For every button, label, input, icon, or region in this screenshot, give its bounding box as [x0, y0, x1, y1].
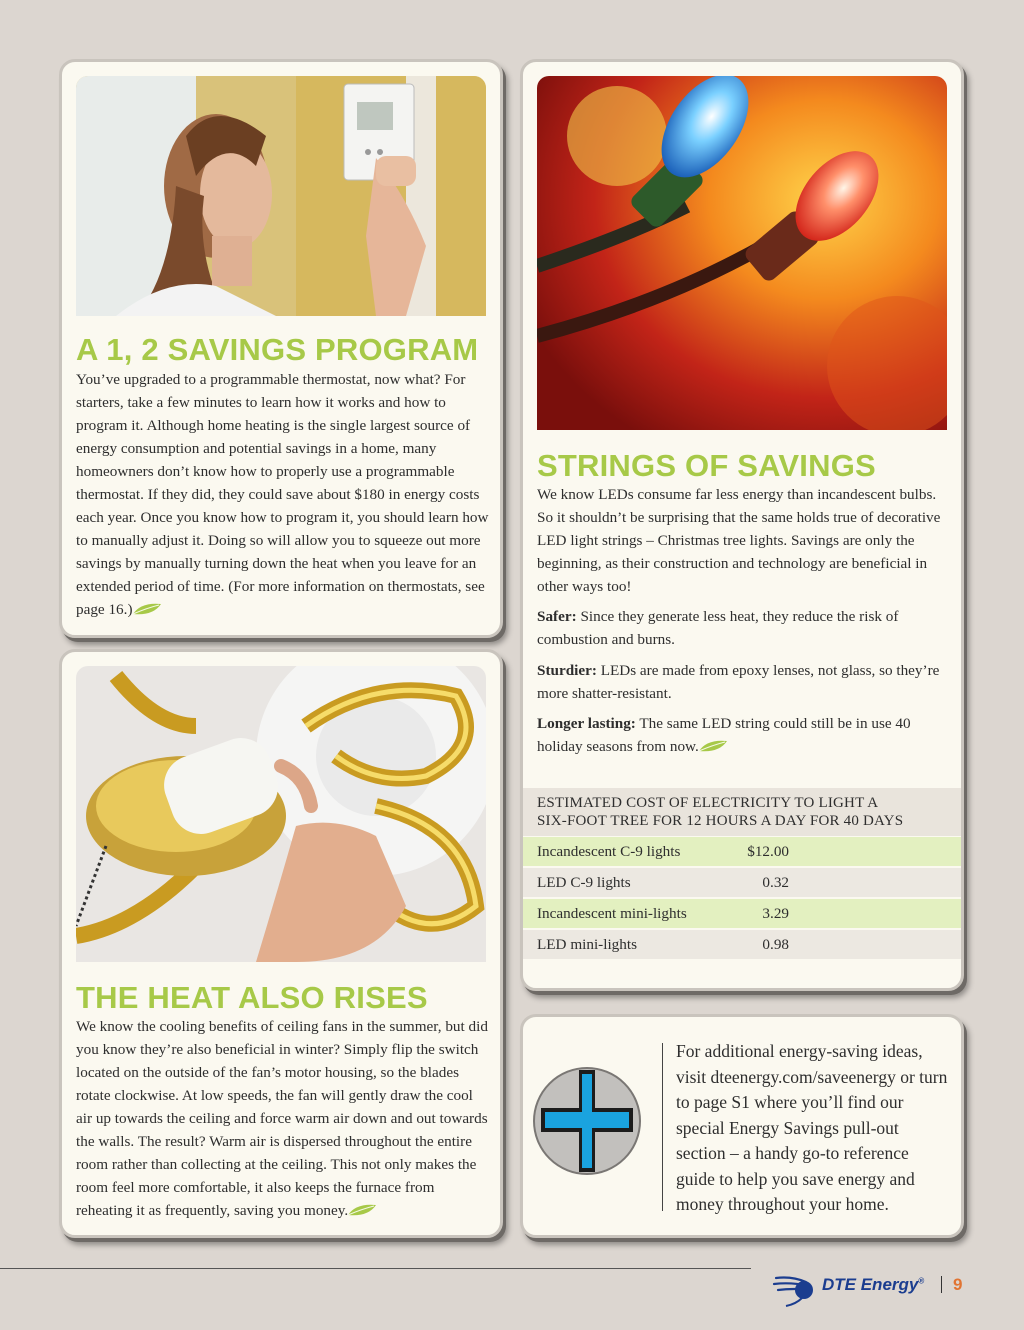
fan-body	[76, 1015, 492, 1222]
ceiling-fan-card	[59, 649, 503, 1238]
row-item: LED C-9 lights	[537, 874, 631, 891]
info-divider	[662, 1043, 663, 1211]
dte-logo-icon	[772, 1272, 818, 1308]
row-cost: $12.00	[747, 843, 789, 860]
led-point-longer-lasting	[537, 712, 951, 758]
point-text: The same LED string could still be in use 40 holiday seasons from now.	[537, 715, 911, 755]
thermostat-heading: A 1, 2 SAVINGS PROGRAM	[76, 332, 479, 367]
row-cost: 3.29	[762, 905, 789, 922]
led-intro: We know LEDs consume far less energy than incandescent bulbs. So it shouldn’t be surprising that the same holds true of decorative LED light strings – Christmas tree lights. Savings are only the beginning, as their construction and technology are beneficial in other ways too!	[537, 486, 941, 595]
point-label: Longer lasting:	[537, 715, 636, 732]
led-lights-card	[520, 59, 964, 991]
row-item: Incandescent mini-lights	[537, 905, 687, 922]
table-row	[523, 837, 961, 866]
cost-table-title	[523, 788, 961, 836]
fan-heading: THE HEAT ALSO RISES	[76, 980, 428, 1015]
cost-table-title-line1: ESTIMATED COST OF ELECTRICITY TO LIGHT A	[537, 795, 879, 811]
brand-name-text: DTE Energy	[822, 1275, 919, 1294]
cost-table-title-line2: SIX-FOOT TREE FOR 12 HOURS A DAY FOR 40 DAYS	[537, 813, 904, 829]
table-row	[523, 899, 961, 928]
row-cost: 0.98	[762, 936, 789, 953]
point-label: Sturdier:	[537, 662, 597, 679]
row-item: Incandescent C-9 lights	[537, 843, 681, 860]
led-point-sturdier	[537, 659, 951, 705]
footer-rule	[0, 1268, 751, 1269]
point-text: Since they generate less heat, they reduce the risk of combustion and burns.	[537, 608, 899, 648]
info-card	[520, 1014, 964, 1238]
ceiling-fan-photo	[76, 666, 486, 962]
cost-table	[523, 837, 961, 962]
thermostat-body-text: You’ve upgraded to a programmable thermostat, now what? For starters, take a few minutes to learn how it works and how to program it. Although home heating is the single largest source of energy consumption and potential savings in a home, many homeowners don’t know how to properly use a programmable thermostat. If they did, they could save about $180 in energy costs each year. Once you know how to program it, you should learn how to manually adjust it. Doing so will allow you to squeeze out more savings by manually turning down the heat when you leave for an extended period of time. (For more information on thermostats, see page 16.)	[76, 371, 489, 618]
leaf-icon	[346, 1203, 378, 1217]
footer-separator	[941, 1276, 942, 1293]
row-cost: 0.32	[762, 874, 789, 891]
thermostat-card	[59, 59, 503, 638]
leaf-icon	[131, 602, 163, 616]
leaf-icon	[697, 739, 729, 753]
row-item: LED mini-lights	[537, 936, 637, 953]
led-point-safer	[537, 605, 951, 651]
table-row	[523, 868, 961, 897]
point-text: LEDs are made from epoxy lenses, not glass, so they’re more shatter-resistant.	[537, 662, 940, 702]
thermostat-photo	[76, 76, 486, 316]
led-heading: STRINGS OF SAVINGS	[537, 448, 876, 483]
fan-body-text: We know the cooling benefits of ceiling fans in the summer, but did you know they’re also beneficial in winter? Simply flip the switch located on the outside of the fan’s motor housing, so the blades rotate clockwise. At low speeds, the fan will gently draw the cool air up towards the ceiling and force warm air down and out towards the walls. The result? Warm air is dispersed throughout the entire room rather than collecting at the ceiling. This not only makes the room feel more comfortable, it also keeps the furnace from reheating it as frequently, saving you money.	[76, 1018, 488, 1219]
info-text: For additional energy-saving ideas, visit dteenergy.com/saveenergy or turn to page S1 where you’ll find our special Energy Savings pull-out section – a handy go-to reference guide to help you save energy and money throughout your home.	[676, 1041, 948, 1214]
led-lights-photo	[537, 76, 947, 430]
thermostat-body	[76, 368, 490, 621]
plus-icon	[533, 1062, 641, 1180]
table-row	[523, 930, 961, 959]
trademark-mark: ®	[918, 1276, 925, 1286]
page-number: 9	[953, 1275, 963, 1294]
point-label: Safer:	[537, 608, 577, 625]
brand-name	[822, 1275, 924, 1295]
